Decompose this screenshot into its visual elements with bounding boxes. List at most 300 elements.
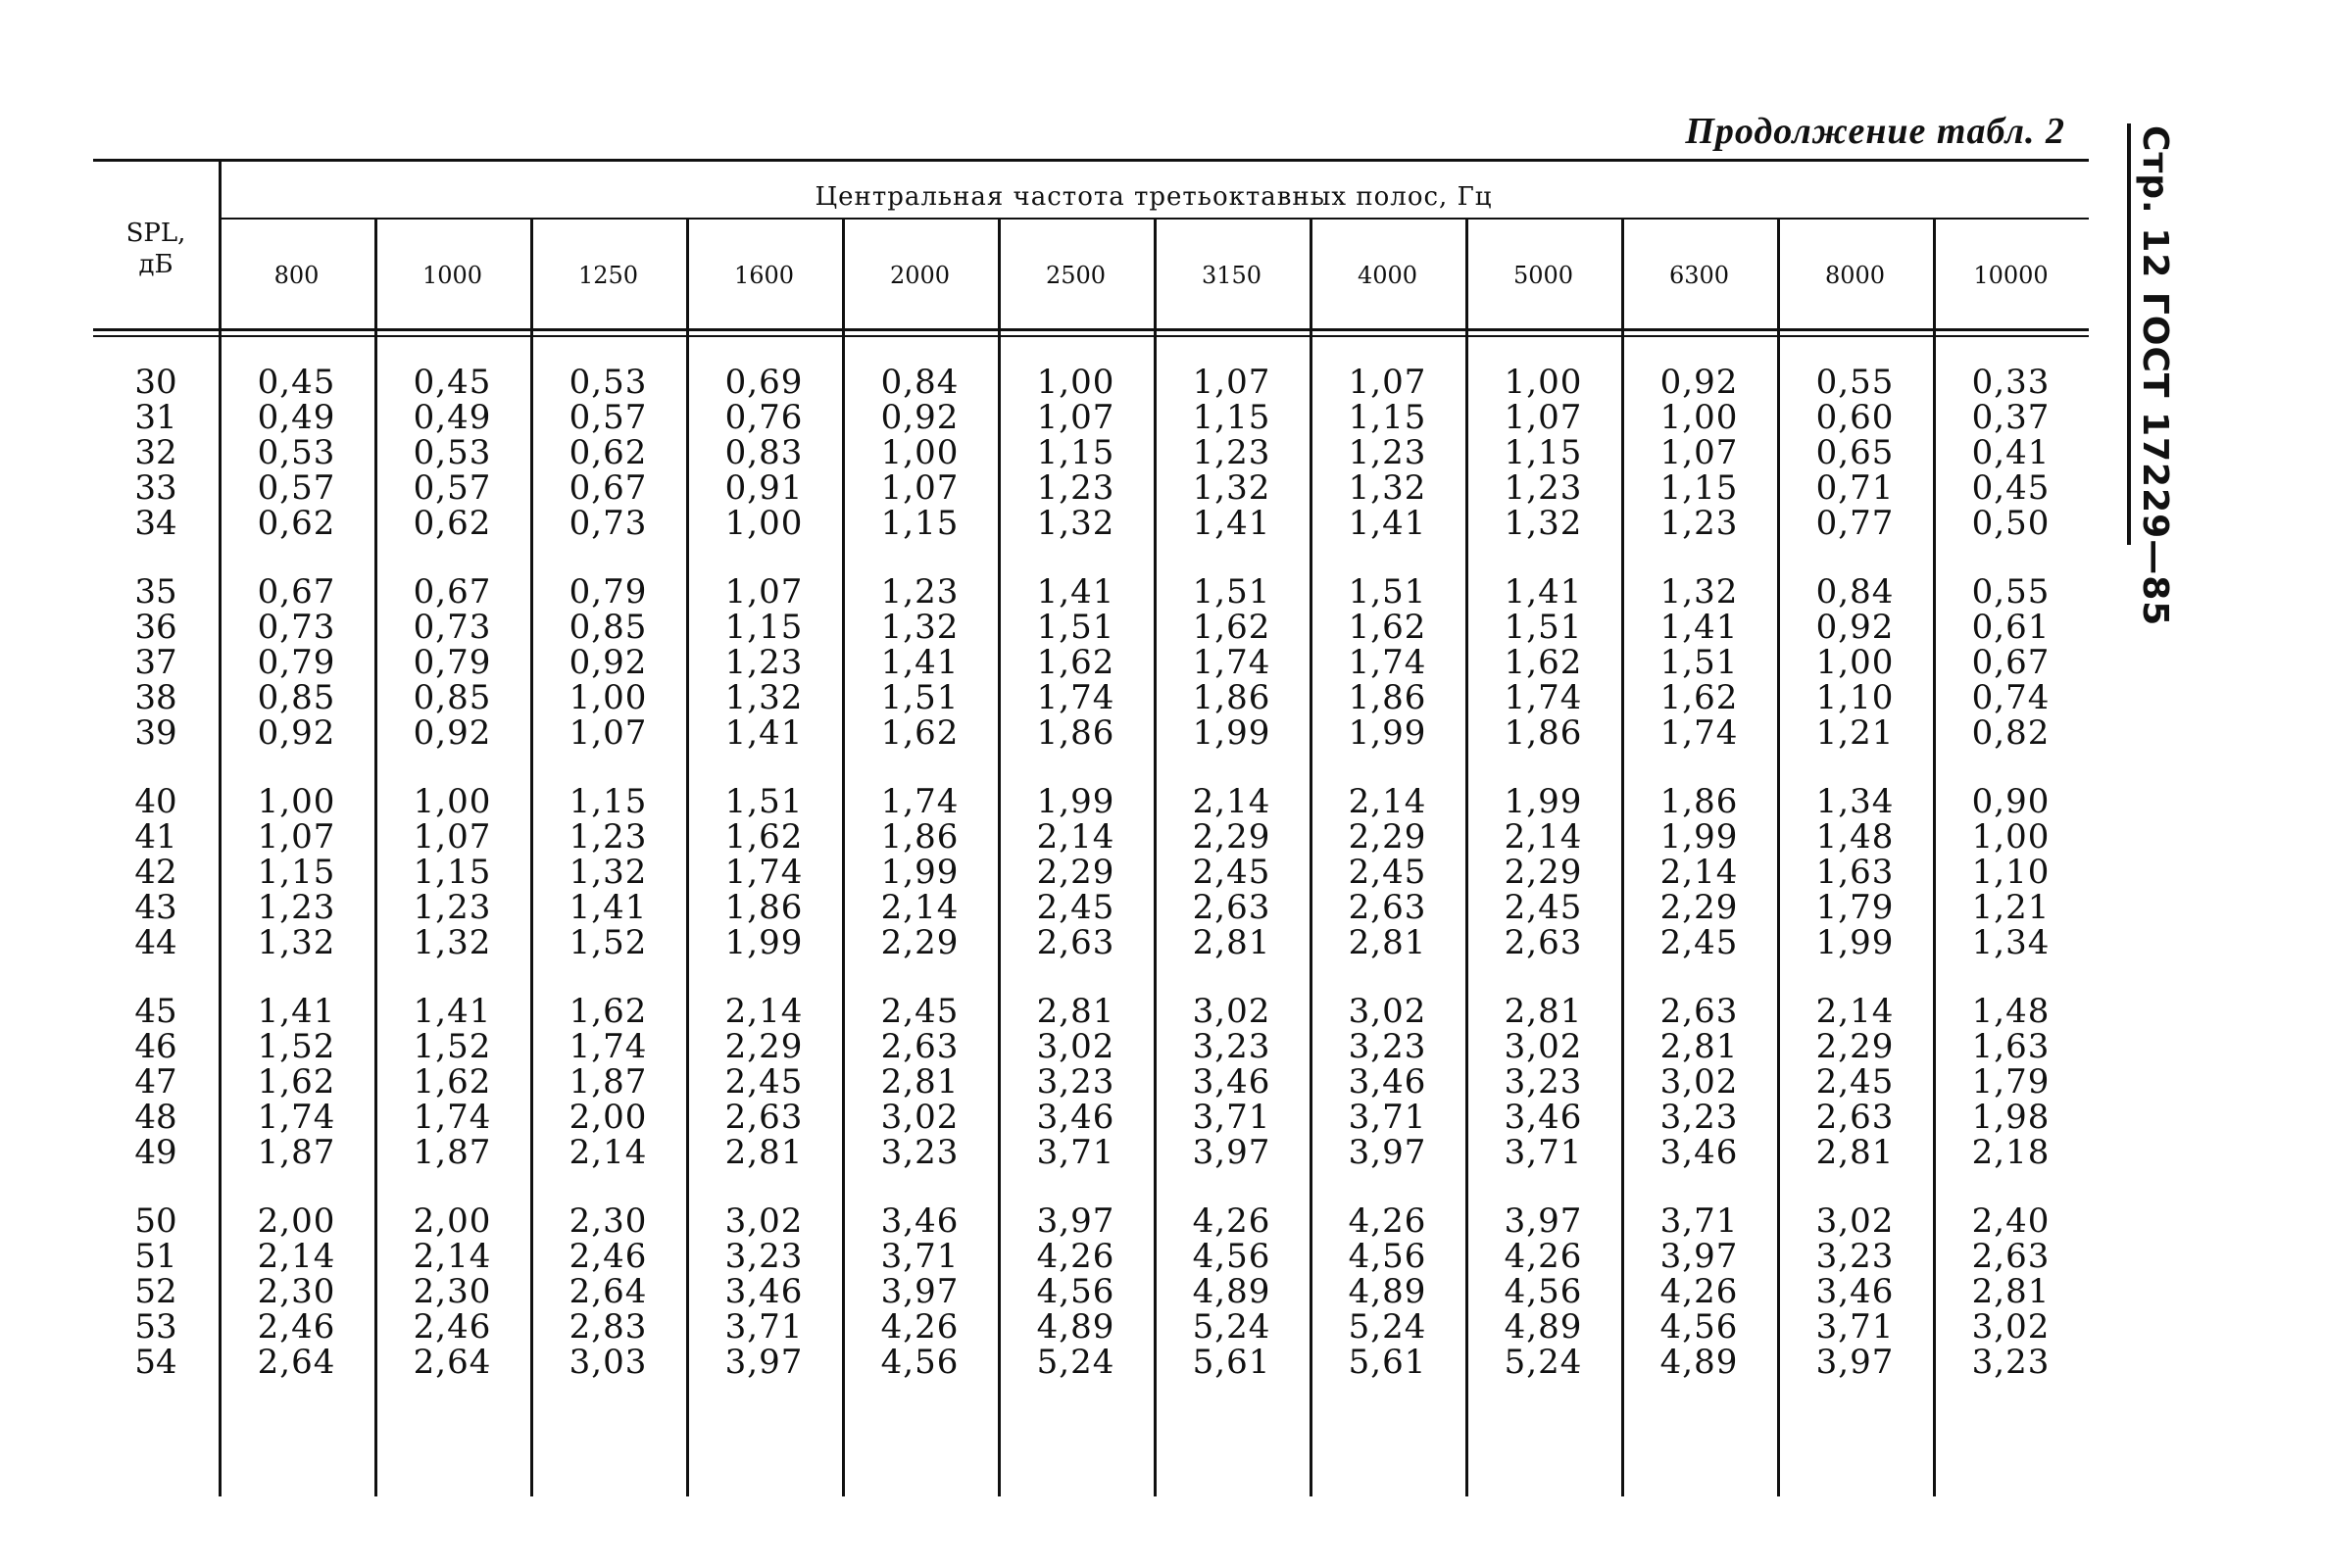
table-cell: 1,86	[1348, 678, 1427, 717]
table-cell: 1,74	[880, 782, 960, 821]
table-cell: 3,23	[1036, 1062, 1115, 1102]
table-cell: 5,24	[1504, 1343, 1583, 1382]
table-cell: 1,86	[724, 888, 804, 927]
spl-value: 37	[134, 643, 177, 682]
table-cell: 1,62	[724, 817, 804, 857]
table-cell: 0,73	[569, 504, 648, 543]
table-cell: 0,67	[413, 572, 492, 612]
table-cell: 2,40	[1971, 1201, 2051, 1241]
band-frequency-header: Центральная частота третьоктавных полос, Гц	[815, 182, 1493, 212]
table-cell: 1,41	[1504, 572, 1583, 612]
table-cell: 3,71	[880, 1237, 960, 1276]
table-cell: 2,63	[1348, 888, 1427, 927]
table-cell: 0,61	[1971, 608, 2051, 647]
table-cell: 0,92	[1659, 363, 1739, 402]
table-cell: 2,64	[257, 1343, 336, 1382]
table-cell: 2,81	[724, 1133, 804, 1172]
table-cell: 1,07	[1504, 398, 1583, 437]
table-cell: 1,32	[1504, 504, 1583, 543]
table-continuation-caption: Продолжение табл. 2	[1685, 111, 2065, 152]
table-cell: 1,23	[1036, 468, 1115, 508]
header-double-rule-top	[93, 328, 2089, 331]
table-cell: 1,74	[257, 1098, 336, 1137]
table-cell: 1,00	[1504, 363, 1583, 402]
table-cell: 3,46	[1659, 1133, 1739, 1172]
table-cell: 1,15	[1348, 398, 1427, 437]
table-cell: 3,02	[880, 1098, 960, 1137]
spl-value: 49	[134, 1133, 177, 1172]
table-cell: 1,23	[1659, 504, 1739, 543]
table-cell: 0,90	[1971, 782, 2051, 821]
table-cell: 1,41	[724, 713, 804, 753]
table-cell: 1,51	[1036, 608, 1115, 647]
table-cell: 1,74	[1036, 678, 1115, 717]
table-cell: 1,86	[1036, 713, 1115, 753]
table-cell: 0,85	[413, 678, 492, 717]
table-cell: 2,14	[1659, 853, 1739, 892]
table-cell: 1,32	[880, 608, 960, 647]
table-cell: 4,56	[880, 1343, 960, 1382]
frequency-header: 1600	[733, 262, 795, 289]
spl-value: 33	[134, 468, 177, 508]
spl-value: 52	[134, 1272, 177, 1311]
table-cell: 2,45	[1504, 888, 1583, 927]
spl-value: 45	[134, 992, 177, 1031]
table-cell: 0,45	[1971, 468, 2051, 508]
table-cell: 1,74	[1192, 643, 1271, 682]
table-cell: 0,92	[1815, 608, 1895, 647]
table-cell: 3,02	[1815, 1201, 1895, 1241]
table-cell: 0,79	[413, 643, 492, 682]
table-cell: 4,89	[1192, 1272, 1271, 1311]
table-cell: 4,56	[1504, 1272, 1583, 1311]
frequency-header: 5000	[1512, 262, 1574, 289]
table-cell: 1,00	[880, 433, 960, 472]
table-cell: 2,45	[1192, 853, 1271, 892]
table-cell: 1,99	[1659, 817, 1739, 857]
table-cell: 1,48	[1815, 817, 1895, 857]
table-cell: 0,73	[257, 608, 336, 647]
frequency-header: 6300	[1668, 262, 1730, 289]
table-cell: 2,63	[1036, 923, 1115, 962]
table-cell: 1,23	[1348, 433, 1427, 472]
frequency-header: 800	[273, 262, 320, 289]
table-cell: 0,60	[1815, 398, 1895, 437]
table-cell: 3,97	[1504, 1201, 1583, 1241]
table-cell: 1,23	[1192, 433, 1271, 472]
table-cell: 1,51	[1504, 608, 1583, 647]
table-cell: 1,07	[1348, 363, 1427, 402]
spl-header-line2: дБ	[138, 250, 173, 279]
table-cell: 1,62	[880, 713, 960, 753]
table-cell: 1,15	[1504, 433, 1583, 472]
table-cell: 3,23	[1815, 1237, 1895, 1276]
table-cell: 0,74	[1971, 678, 2051, 717]
table-cell: 1,74	[724, 853, 804, 892]
table-cell: 2,14	[1192, 782, 1271, 821]
table-cell: 1,15	[1659, 468, 1739, 508]
spl-value: 30	[134, 363, 177, 402]
frequency-header: 2000	[889, 262, 951, 289]
table-cell: 1,00	[569, 678, 648, 717]
spl-value: 43	[134, 888, 177, 927]
table-cell: 3,23	[1192, 1027, 1271, 1066]
table-cell: 1,87	[257, 1133, 336, 1172]
table-cell: 1,10	[1971, 853, 2051, 892]
frequency-header: 1250	[577, 262, 639, 289]
table-cell: 1,41	[880, 643, 960, 682]
table-cell: 1,00	[413, 782, 492, 821]
table-cell: 2,81	[1036, 992, 1115, 1031]
table-cell: 3,02	[1036, 1027, 1115, 1066]
spl-value: 44	[134, 923, 177, 962]
table-cell: 1,62	[569, 992, 648, 1031]
table-cell: 1,00	[1971, 817, 2051, 857]
table-cell: 1,15	[880, 504, 960, 543]
table-cell: 0,62	[257, 504, 336, 543]
table-cell: 1,10	[1815, 678, 1895, 717]
spl-value: 34	[134, 504, 177, 543]
table-cell: 0,77	[1815, 504, 1895, 543]
table-cell: 0,53	[413, 433, 492, 472]
table-cell: 3,03	[569, 1343, 648, 1382]
table-cell: 0,57	[413, 468, 492, 508]
table-cell: 2,46	[257, 1307, 336, 1347]
table-cell: 0,82	[1971, 713, 2051, 753]
table-cell: 2,63	[1504, 923, 1583, 962]
table-cell: 0,84	[1815, 572, 1895, 612]
table-cell: 5,24	[1348, 1307, 1427, 1347]
table-cell: 4,56	[1348, 1237, 1427, 1276]
table-cell: 2,81	[1815, 1133, 1895, 1172]
table-cell: 1,15	[257, 853, 336, 892]
frequency-header: 4000	[1357, 262, 1418, 289]
table-cell: 5,61	[1192, 1343, 1271, 1382]
spl-value: 42	[134, 853, 177, 892]
table-cell: 4,26	[1504, 1237, 1583, 1276]
table-cell: 1,79	[1971, 1062, 2051, 1102]
frequency-header: 1000	[421, 262, 483, 289]
table-cell: 1,74	[1504, 678, 1583, 717]
table-cell: 0,67	[1971, 643, 2051, 682]
table-cell: 1,00	[257, 782, 336, 821]
table-cell: 0,53	[257, 433, 336, 472]
table-cell: 0,85	[257, 678, 336, 717]
table-cell: 0,92	[257, 713, 336, 753]
table-cell: 4,89	[1348, 1272, 1427, 1311]
table-cell: 0,37	[1971, 398, 2051, 437]
table-cell: 0,65	[1815, 433, 1895, 472]
table-cell: 2,14	[1036, 817, 1115, 857]
table-cell: 2,00	[257, 1201, 336, 1241]
table-cell: 1,07	[1659, 433, 1739, 472]
table-cell: 2,29	[1659, 888, 1739, 927]
table-cell: 1,32	[1348, 468, 1427, 508]
table-cell: 1,74	[569, 1027, 648, 1066]
table-cell: 1,07	[413, 817, 492, 857]
table-cell: 3,02	[1504, 1027, 1583, 1066]
table-cell: 0,49	[257, 398, 336, 437]
table-cell: 2,29	[724, 1027, 804, 1066]
table-cell: 4,26	[1659, 1272, 1739, 1311]
table-cell: 2,81	[880, 1062, 960, 1102]
table-cell: 3,71	[1504, 1133, 1583, 1172]
table-cell: 2,63	[1192, 888, 1271, 927]
spl-value: 35	[134, 572, 177, 612]
table-cell: 2,14	[1815, 992, 1895, 1031]
table-cell: 2,81	[1659, 1027, 1739, 1066]
table-cell: 4,56	[1036, 1272, 1115, 1311]
table-cell: 1,87	[569, 1062, 648, 1102]
table-cell: 1,32	[569, 853, 648, 892]
table-cell: 3,97	[724, 1343, 804, 1382]
table-cell: 1,21	[1971, 888, 2051, 927]
table-cell: 2,00	[569, 1098, 648, 1137]
table-cell: 1,23	[724, 643, 804, 682]
table-cell: 0,62	[413, 504, 492, 543]
table-cell: 5,61	[1348, 1343, 1427, 1382]
table-top-rule	[93, 159, 2089, 162]
table-cell: 3,02	[1659, 1062, 1739, 1102]
table-cell: 0,92	[413, 713, 492, 753]
table-cell: 1,00	[1659, 398, 1739, 437]
table-cell: 1,15	[569, 782, 648, 821]
table-cell: 1,00	[1815, 643, 1895, 682]
table-cell: 2,14	[880, 888, 960, 927]
table-cell: 1,63	[1815, 853, 1895, 892]
table-cell: 0,83	[724, 433, 804, 472]
table-cell: 1,87	[413, 1133, 492, 1172]
table-cell: 1,51	[880, 678, 960, 717]
table-cell: 0,62	[569, 433, 648, 472]
table-cell: 0,84	[880, 363, 960, 402]
page-side-label: Стр. 12 ГОСТ 17229—85	[2135, 125, 2175, 627]
table-cell: 1,07	[257, 817, 336, 857]
table-cell: 1,07	[1036, 398, 1115, 437]
frequency-header: 8000	[1824, 262, 1886, 289]
table-cell: 1,62	[1504, 643, 1583, 682]
spl-value: 51	[134, 1237, 177, 1276]
table-cell: 2,81	[1504, 992, 1583, 1031]
table-cell: 0,91	[724, 468, 804, 508]
table-cell: 0,45	[413, 363, 492, 402]
table-cell: 1,51	[1348, 572, 1427, 612]
table-cell: 1,62	[1036, 643, 1115, 682]
table-cell: 3,23	[1659, 1098, 1739, 1137]
table-cell: 0,85	[569, 608, 648, 647]
table-cell: 2,29	[1504, 853, 1583, 892]
table-cell: 2,29	[880, 923, 960, 962]
table-cell: 2,29	[1192, 817, 1271, 857]
table-cell: 4,89	[1036, 1307, 1115, 1347]
frequency-header: 2500	[1045, 262, 1107, 289]
table-cell: 2,46	[413, 1307, 492, 1347]
table-cell: 0,76	[724, 398, 804, 437]
table-cell: 2,45	[1348, 853, 1427, 892]
table-cell: 1,99	[1504, 782, 1583, 821]
header-double-rule-bottom	[93, 335, 2089, 337]
table-cell: 5,24	[1036, 1343, 1115, 1382]
table-cell: 1,51	[1659, 643, 1739, 682]
table-cell: 1,00	[1036, 363, 1115, 402]
table-cell: 1,23	[1504, 468, 1583, 508]
table-cell: 3,46	[1504, 1098, 1583, 1137]
table-cell: 2,14	[413, 1237, 492, 1276]
table-cell: 0,79	[569, 572, 648, 612]
table-cell: 3,71	[1659, 1201, 1739, 1241]
spl-value: 48	[134, 1098, 177, 1137]
table-cell: 4,89	[1504, 1307, 1583, 1347]
table-cell: 3,02	[724, 1201, 804, 1241]
table-cell: 3,71	[1815, 1307, 1895, 1347]
table-cell: 1,62	[257, 1062, 336, 1102]
table-cell: 2,63	[724, 1098, 804, 1137]
table-cell: 0,79	[257, 643, 336, 682]
table-cell: 3,46	[724, 1272, 804, 1311]
table-cell: 1,62	[1192, 608, 1271, 647]
table-cell: 2,46	[569, 1237, 648, 1276]
table-cell: 1,98	[1971, 1098, 2051, 1137]
table-cell: 0,49	[413, 398, 492, 437]
spl-value: 47	[134, 1062, 177, 1102]
table-cell: 0,41	[1971, 433, 2051, 472]
table-cell: 1,23	[880, 572, 960, 612]
table-cell: 2,29	[1348, 817, 1427, 857]
table-cell: 2,30	[413, 1272, 492, 1311]
table-cell: 3,46	[880, 1201, 960, 1241]
table-cell: 2,30	[569, 1201, 648, 1241]
table-cell: 1,07	[569, 713, 648, 753]
table-cell: 0,57	[569, 398, 648, 437]
table-cell: 1,86	[880, 817, 960, 857]
table-cell: 1,34	[1971, 923, 2051, 962]
table-cell: 1,99	[1192, 713, 1271, 753]
table-cell: 2,29	[1036, 853, 1115, 892]
table-cell: 2,63	[880, 1027, 960, 1066]
table-cell: 1,41	[1036, 572, 1115, 612]
table-cell: 1,23	[257, 888, 336, 927]
table-cell: 3,97	[1348, 1133, 1427, 1172]
table-cell: 1,21	[1815, 713, 1895, 753]
table-cell: 1,99	[880, 853, 960, 892]
table-cell: 1,32	[1192, 468, 1271, 508]
spl-value: 32	[134, 433, 177, 472]
frequency-header: 10000	[1973, 262, 2049, 289]
table-cell: 4,26	[880, 1307, 960, 1347]
table-cell: 2,64	[413, 1343, 492, 1382]
table-cell: 3,46	[1036, 1098, 1115, 1137]
table-cell: 3,97	[1659, 1237, 1739, 1276]
table-cell: 2,18	[1971, 1133, 2051, 1172]
table-cell: 3,46	[1192, 1062, 1271, 1102]
table-cell: 1,32	[1659, 572, 1739, 612]
table-cell: 1,48	[1971, 992, 2051, 1031]
table-cell: 1,23	[569, 817, 648, 857]
table-cell: 0,50	[1971, 504, 2051, 543]
frequency-header: 3150	[1201, 262, 1262, 289]
spl-value: 38	[134, 678, 177, 717]
table-cell: 2,63	[1815, 1098, 1895, 1137]
table-cell: 2,45	[880, 992, 960, 1031]
table-cell: 0,73	[413, 608, 492, 647]
table-cell: 3,71	[1348, 1098, 1427, 1137]
table-cell: 3,71	[1036, 1133, 1115, 1172]
table-cell: 3,71	[724, 1307, 804, 1347]
table-cell: 1,32	[724, 678, 804, 717]
table-cell: 0,71	[1815, 468, 1895, 508]
table-cell: 0,57	[257, 468, 336, 508]
table-cell: 0,92	[569, 643, 648, 682]
table-cell: 3,02	[1192, 992, 1271, 1031]
table-cell: 1,41	[413, 992, 492, 1031]
spl-value: 53	[134, 1307, 177, 1347]
table-cell: 1,86	[1504, 713, 1583, 753]
table-cell: 1,52	[413, 1027, 492, 1066]
table-cell: 2,63	[1971, 1237, 2051, 1276]
table-cell: 3,02	[1971, 1307, 2051, 1347]
table-cell: 0,45	[257, 363, 336, 402]
table-cell: 0,67	[257, 572, 336, 612]
table-cell: 1,07	[1192, 363, 1271, 402]
table-cell: 1,99	[1036, 782, 1115, 821]
table-cell: 2,29	[1815, 1027, 1895, 1066]
table-cell: 1,62	[1659, 678, 1739, 717]
table-cell: 3,46	[1815, 1272, 1895, 1311]
table-cell: 1,32	[413, 923, 492, 962]
table-cell: 4,56	[1192, 1237, 1271, 1276]
table-cell: 3,23	[880, 1133, 960, 1172]
table-cell: 1,63	[1971, 1027, 2051, 1066]
table-cell: 2,14	[257, 1237, 336, 1276]
table-cell: 2,45	[724, 1062, 804, 1102]
spl-value: 46	[134, 1027, 177, 1066]
table-cell: 2,45	[1036, 888, 1115, 927]
table-cell: 3,97	[1815, 1343, 1895, 1382]
table-cell: 5,24	[1192, 1307, 1271, 1347]
table-cell: 1,52	[257, 1027, 336, 1066]
table-cell: 2,81	[1348, 923, 1427, 962]
table-cell: 2,64	[569, 1272, 648, 1311]
table-cell: 3,02	[1348, 992, 1427, 1031]
table-cell: 4,26	[1348, 1201, 1427, 1241]
table-cell: 0,92	[880, 398, 960, 437]
table-cell: 2,63	[1659, 992, 1739, 1031]
table-cell: 1,32	[1036, 504, 1115, 543]
spl-value: 36	[134, 608, 177, 647]
table-cell: 0,55	[1971, 572, 2051, 612]
table-cell: 2,81	[1192, 923, 1271, 962]
table-cell: 1,00	[724, 504, 804, 543]
spl-header-line1: SPL,	[125, 219, 186, 248]
table-cell: 2,14	[1504, 817, 1583, 857]
table-cell: 1,41	[257, 992, 336, 1031]
table-cell: 3,97	[1192, 1133, 1271, 1172]
table-cell: 1,51	[724, 782, 804, 821]
table-cell: 1,52	[569, 923, 648, 962]
table-cell: 4,26	[1192, 1201, 1271, 1241]
table-cell: 1,99	[724, 923, 804, 962]
table-cell: 1,41	[1659, 608, 1739, 647]
spl-column-header	[93, 218, 219, 280]
table-cell: 1,51	[1192, 572, 1271, 612]
spl-value: 41	[134, 817, 177, 857]
table-cell: 0,33	[1971, 363, 2051, 402]
table-cell: 3,97	[880, 1272, 960, 1311]
table-cell: 3,71	[1192, 1098, 1271, 1137]
table-cell: 4,26	[1036, 1237, 1115, 1276]
table-cell: 4,56	[1659, 1307, 1739, 1347]
table-cell: 3,23	[724, 1237, 804, 1276]
